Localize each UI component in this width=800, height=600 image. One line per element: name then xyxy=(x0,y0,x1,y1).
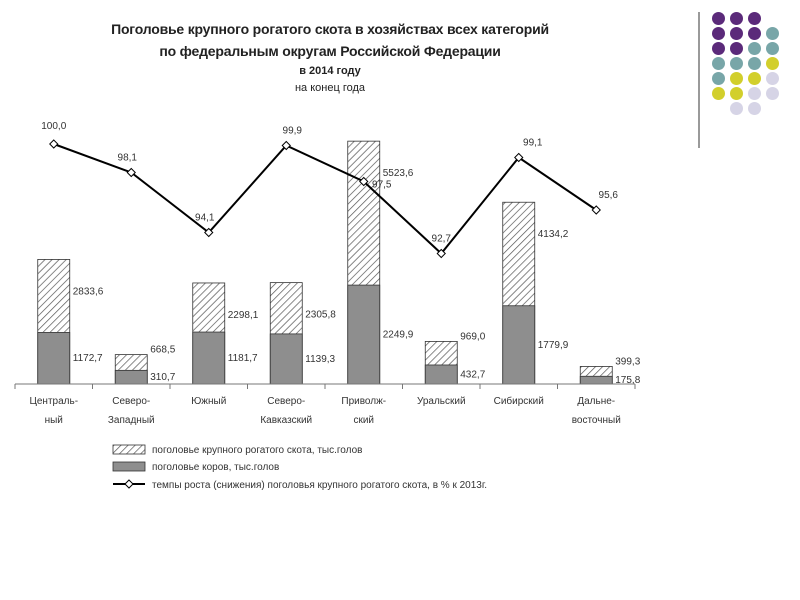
bar-cows xyxy=(193,332,225,384)
data-label-cattle: 5523,6 xyxy=(382,168,414,180)
legend-swatch-cows xyxy=(113,462,145,471)
x-tick-label: Дальне- xyxy=(577,396,616,407)
data-label-growth: 99,1 xyxy=(523,137,543,149)
data-label-growth: 97,5 xyxy=(372,179,392,191)
data-label-growth: 92,7 xyxy=(431,233,451,245)
x-tick-label: Южный xyxy=(191,396,227,407)
data-label-cows: 2249,9 xyxy=(382,329,414,341)
decorative-dot xyxy=(766,57,779,70)
data-label-cows: 432,7 xyxy=(460,369,486,381)
x-tick-label: Уральский xyxy=(416,396,466,407)
x-tick-label: ный xyxy=(44,415,63,426)
data-label-growth: 98,1 xyxy=(117,152,137,164)
legend-swatch-cattle xyxy=(113,445,145,454)
data-label-cattle: 2298,1 xyxy=(227,309,259,321)
data-label-cows: 1181,7 xyxy=(227,353,258,365)
data-label-growth: 99,9 xyxy=(282,125,302,137)
x-tick-label: Западный xyxy=(107,415,155,426)
bar-cows xyxy=(270,334,302,384)
x-tick-label: Сибирский xyxy=(493,396,544,407)
decorative-dot xyxy=(730,102,743,115)
legend-marker-diamond xyxy=(125,480,133,488)
data-label-cows: 310,7 xyxy=(150,372,176,384)
decorative-dot xyxy=(748,87,761,100)
decorative-dot xyxy=(730,27,743,40)
data-label-cows: 1779,9 xyxy=(537,339,569,351)
decorative-dot xyxy=(730,42,743,55)
data-label-cattle: 4134,2 xyxy=(537,229,569,241)
decorative-divider xyxy=(698,12,700,148)
data-label-growth: 100,0 xyxy=(41,121,67,132)
decorative-dot xyxy=(766,72,779,85)
x-tick-label: ский xyxy=(353,415,375,426)
chart-subtitle: на конец года xyxy=(294,82,366,94)
chart-title-year: в 2014 году xyxy=(299,65,361,77)
decorative-dot xyxy=(730,87,743,100)
decorative-dot xyxy=(712,42,725,55)
decorative-dot xyxy=(730,72,743,85)
decorative-dot xyxy=(748,27,761,40)
decorative-dot xyxy=(712,87,725,100)
decorative-dot xyxy=(766,42,779,55)
data-label-cattle: 399,3 xyxy=(615,356,641,368)
data-label-cattle: 2833,6 xyxy=(72,286,104,298)
x-tick-label: Северо- xyxy=(112,396,151,407)
x-tick-label: Северо- xyxy=(267,396,306,407)
decorative-dot xyxy=(730,12,743,25)
x-tick-label: восточный xyxy=(571,415,621,426)
decorative-dot xyxy=(730,57,743,70)
data-label-cows: 1172,7 xyxy=(72,353,103,365)
decorative-dot xyxy=(766,87,779,100)
decorative-dot xyxy=(748,42,761,55)
chart-title-line-1: Поголовье крупного рогатого скота в хозяйствах всех категорий xyxy=(111,21,549,37)
data-label-growth: 95,6 xyxy=(598,190,618,201)
line-marker xyxy=(50,140,58,148)
decorative-dot xyxy=(712,27,725,40)
x-tick-label: Приволж- xyxy=(341,396,387,407)
data-label-cows: 175,8 xyxy=(615,375,641,387)
legend-label-cows: поголовье коров, тыс.голов xyxy=(152,462,280,473)
chart-title-block xyxy=(0,18,660,96)
decorative-dot xyxy=(748,72,761,85)
chart-title-line-2: по федеральным округам Российской Федерации xyxy=(159,43,501,59)
bar-cows xyxy=(38,332,70,384)
decorative-dot xyxy=(748,102,761,115)
legend-label-growth: темпы роста (снижения) поголовья крупного рогатого скота, в % к 2013г. xyxy=(152,480,488,491)
bar-cows xyxy=(348,285,380,384)
x-tick-label: Централь- xyxy=(29,396,79,407)
data-label-growth: 94,1 xyxy=(195,212,215,224)
decorative-dot xyxy=(748,12,761,25)
bar-cows xyxy=(115,370,147,384)
data-label-cows: 1139,3 xyxy=(305,353,336,365)
legend-label-cattle: поголовье крупного рогатого скота, тыс.голов xyxy=(152,445,363,456)
decorative-dot xyxy=(712,12,725,25)
bar-cows xyxy=(425,365,457,384)
decorative-dot xyxy=(748,57,761,70)
bar-cows xyxy=(580,376,612,384)
decorative-dot xyxy=(766,27,779,40)
data-label-cattle: 2305,8 xyxy=(305,309,336,321)
decorative-dot xyxy=(712,57,725,70)
data-label-cattle: 668,5 xyxy=(150,344,176,356)
data-label-cattle: 969,0 xyxy=(460,331,486,343)
bar-cows xyxy=(503,306,535,384)
decorative-dot xyxy=(712,72,725,85)
x-tick-label: Кавказский xyxy=(260,415,313,426)
